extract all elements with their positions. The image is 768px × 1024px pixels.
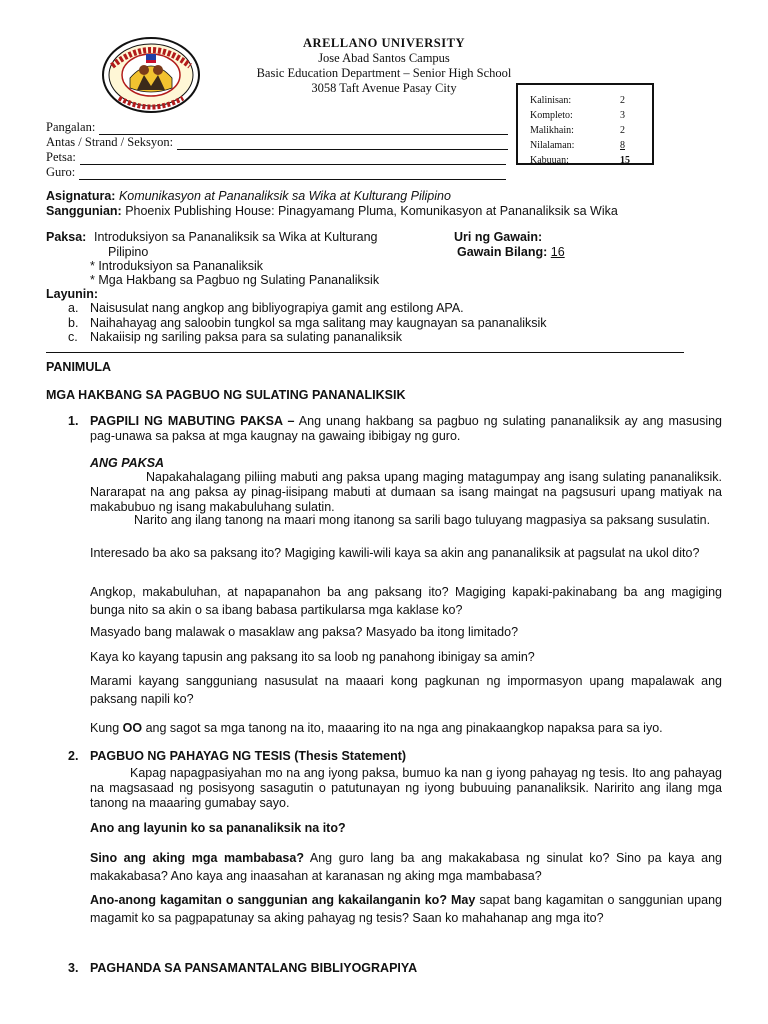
score-row [530,138,652,153]
question-text: Marami kayang sangguniang nasusulat na maaari kong pagkunan ng impormasyon upang mapalawak ang paksang napili ko? [90,674,722,706]
paksa-paragraph-1: Napakahalagang piliing mabuti ang paksa upang maging matagumpay ang isang sulating pananaliksik. Nararapat na ang paksa ay pinag-iisipang mabuti at dumaan sa isang maingat na pagsusuri upang matiyak na makabubuo ng isang makabuluhang sulatin. [90,470,722,514]
layunin-mark: c. [68,330,78,344]
score-row [530,108,652,123]
pangalan-field[interactable] [46,120,508,135]
bullet-box-icon [68,623,90,641]
university-name: ARELLANO UNIVERSITY [303,36,465,50]
paksa-paragraph-2: Narito ang ilang tanong na maari mong itanong sa sarili bago tuluyang magpasiya sa paksang susulatin. [134,513,711,527]
paksa-sub1: * Introduksiyon sa Pananaliksik [90,259,264,273]
university-seal-logo [97,36,205,114]
campus-address: 3058 Taft Avenue Pasay City [311,81,457,95]
sanggunian-label: Sanggunian: [46,204,122,218]
bullet-box-icon [68,583,90,619]
guro-line[interactable] [79,167,506,180]
guro-label: Guro: [46,165,76,179]
step-number: 1. [68,414,79,428]
question-item [68,583,722,619]
question-text: Ano ang layunin ko sa pananaliksik na ito? [90,821,346,835]
antas-line[interactable] [177,137,508,150]
antas-field[interactable] [46,135,508,150]
bullet-box-icon [68,891,90,927]
paksa-line1: Introduksiyon sa Pananaliksik sa Wika at Kulturang [94,230,378,244]
score-label: Malikhain: [530,125,574,136]
step-number: 2. [68,749,79,763]
step-title: PAGHANDA SA PANSAMANTALANG BIBLIYOGRAPIYA [90,961,418,975]
gawain-bilang [457,245,565,260]
panimula-heading: PANIMULA [46,360,112,374]
question-text: Kaya ko kayang tapusin ang paksang ito sa loob ng panahong ibinigay sa amin? [90,650,535,664]
score-row [530,123,652,138]
paksa-sub2: * Mga Hakbang sa Pagbuo ng Sulating Pananaliksik [90,273,380,287]
petsa-label: Petsa: [46,150,76,164]
score-row-total [530,153,652,168]
campus-name: Jose Abad Santos Campus [318,51,450,65]
paksa-label: Paksa: [46,230,87,244]
question-item [68,623,722,641]
layunin-item [68,301,668,316]
question-item [68,819,722,837]
kung-oo: OO [122,721,143,735]
question-text: Angkop, makabuluhan, at napapanahon ba ang paksang ito? Magiging kapaki-pakinabang ba ang magiging bunga nito sa akin o sa ibang babasa partikularsa mga kaklase ko? [90,585,722,617]
question-text: Masyado bang malawak o masaklaw ang paksa? Masyado ba itong limitado? [90,625,519,639]
bullet-box-icon [68,819,90,837]
layunin-text: Naihahayag ang saloobin tungkol sa mga salitang may kaugnayan sa pananaliksik [90,316,547,330]
asignatura-value: Komunikasyon at Pananaliksik sa Wika at Kulturang Pilipino [118,189,451,203]
question-item [68,849,722,885]
gawain-bilang-value: 16 [550,245,565,259]
kung-post: ang sagot sa mga tanong na ito, maaaring ito na nga ang pinakaangkop napaksa para sa iyo. [142,721,663,735]
layunin-mark: b. [68,316,79,330]
step-2 [68,749,722,764]
step-text: Ang unang hakbang sa pagbuo ng sulating pananaliksik ay ang masusing pag-unawa sa paksa at mga kaugnay na gawaing ibibigay ng guro. [90,414,722,443]
guro-field[interactable] [46,165,506,180]
layunin-item [68,330,668,345]
bullet-box-icon [68,648,90,666]
step-title: PAGPILI NG MABUTING PAKSA – [90,414,295,428]
step-number: 3. [68,961,79,975]
ang-paksa-heading: ANG PAKSA [90,456,165,470]
document-header [200,36,568,96]
step-3 [68,961,722,976]
question-bold: Sino ang aking mga mambabasa? [90,851,304,865]
uri-ng-gawain-label: Uri ng Gawain: [454,230,543,244]
score-label: Nilalaman: [530,140,575,151]
question-text: Interesado ba ako sa paksang ito? Magiging kawili-wili kaya sa akin ang pananaliksik at pagsulat na ukol dito? [90,546,700,560]
score-value: 3 [620,110,625,121]
question-rest: sapat bang kagamitan o sanggunian upang magamit ko sa pagpapatunay sa aking pahayag ng tesis? Saan ko mahahanap ang mga ito? [90,893,722,925]
bullet-box-icon [68,544,90,562]
kung-oo-paragraph [90,721,722,736]
score-label: Kompleto: [530,110,573,121]
layunin-text: Nakaiisip ng sariling paksa para sa sulating pananaliksik [90,330,402,344]
question-rest: Ang guro lang ba ang makakabasa ng sinulat ko? Sino pa kaya ang makakabasa? Ano kaya ang inaasahan at karanasan ng aking mga mambabasa? [90,851,722,883]
pangalan-label: Pangalan: [46,120,96,134]
paksa-line2: Pilipino [108,245,149,259]
layunin-label: Layunin: [46,287,99,301]
bullet-box-icon [68,672,90,708]
question-item [68,648,722,666]
question-item [68,544,722,562]
asignatura-label: Asignatura: [46,189,116,203]
layunin-mark: a. [68,301,79,315]
sanggunian-line [46,204,736,219]
petsa-field[interactable] [46,150,506,165]
bullet-box-icon [68,849,90,885]
step-2-paragraph: Kapag napagpasiyahan mo na ang iyong paksa, bumuo ka nan g iyong pahayag ng tesis. Ito ang pahayag na magsasaad ng posisyong sasagutin o patutunayan ng iyong bubuuing pananaliksik. Naririto ang ilang mga tanong na maaaring gumabay sayo. [90,766,722,810]
score-value: 2 [620,125,625,136]
main-title: MGA HAKBANG SA PAGBUO NG SULATING PANANALIKSIK [46,388,406,402]
section-divider [46,352,684,353]
petsa-line[interactable] [80,152,506,165]
score-label: Kabuuan: [530,155,569,166]
score-label: Kalinisan: [530,95,572,106]
kung-pre: Kung [90,721,123,735]
asignatura-line [46,189,726,204]
question-item [68,672,722,708]
step-title: PAGBUO NG PAHAYAG NG TESIS (Thesis Statement) [90,749,407,763]
antas-label: Antas / Strand / Seksyon: [46,135,174,149]
layunin-item [68,316,688,331]
layunin-text: Naisusulat nang angkop ang bibliyograpiya gamit ang estilong APA. [90,301,464,315]
department-name: Basic Education Department – Senior High School [256,66,512,80]
score-row [530,93,652,108]
sanggunian-value: Phoenix Publishing House: Pinagyamang Pluma, Komunikasyon at Pananaliksik sa Wika [125,204,618,218]
score-box [516,83,654,165]
question-item [68,891,722,927]
score-value: 8 [620,140,625,151]
pangalan-line[interactable] [99,122,508,135]
score-total-value: 15 [620,155,630,166]
question-bold: Ano-anong kagamitan o sanggunian ang kakailanganin ko? May [90,893,476,907]
gawain-bilang-label: Gawain Bilang: [457,245,548,259]
score-value: 2 [620,95,625,106]
step-1 [68,414,722,444]
